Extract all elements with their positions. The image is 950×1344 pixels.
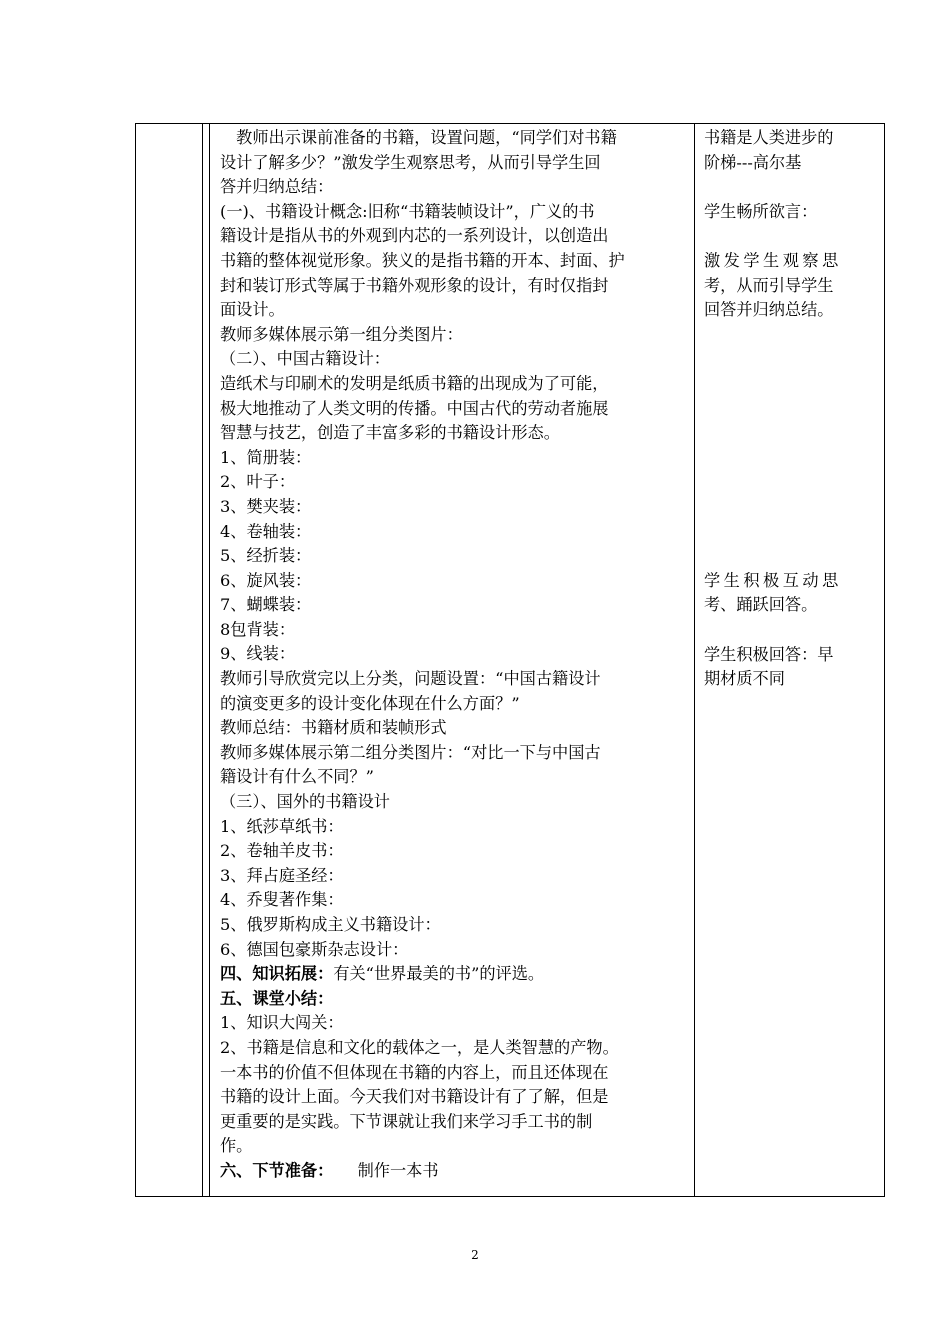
lesson-plan-table xyxy=(135,123,885,1197)
teaching-process-cell xyxy=(210,124,695,1197)
spacer xyxy=(704,323,876,569)
text-line: 2、书籍是信息和文化的载体之一，是人类智慧的产物。 xyxy=(220,1037,619,1057)
section5-heading: 五、课堂小结： xyxy=(220,988,334,1008)
section6-heading: 六、下节准备： xyxy=(220,1160,326,1180)
text-line: 1、知识大闯关： xyxy=(220,1013,344,1033)
text-line: 封和装订形式等属于书籍外观形象的设计，有时仅指封 xyxy=(220,275,609,295)
text-line: 7、蝴蝶装： xyxy=(220,595,312,615)
text-line: 5、俄罗斯构成主义书籍设计： xyxy=(220,915,441,934)
text-line: 6、旋风装： xyxy=(220,570,312,590)
empty-column-cell xyxy=(136,124,203,1197)
active-line-2: 考、踊跃回答。 xyxy=(704,595,818,615)
text-line: 4、卷轴装： xyxy=(220,521,312,541)
text-line: 智慧与技艺，创造了丰富多彩的书籍设计形态。 xyxy=(220,423,560,443)
text-line: 8包背装： xyxy=(220,619,296,639)
active-line-1: 学生积极互动思 xyxy=(704,570,842,590)
text-line: 面设计。 xyxy=(220,300,285,320)
page-number: 2 xyxy=(471,1248,479,1262)
student-speak: 学生畅所欲言： xyxy=(704,201,818,221)
text-line: 造纸术与印刷术的发明是纸质书籍的出现成为了可能， xyxy=(220,373,609,393)
answer-line-2: 期材质不同 xyxy=(704,669,785,689)
text-line: 1、纸莎草纸书： xyxy=(220,816,344,836)
text-line: 9、线装： xyxy=(220,644,296,664)
text-line: (一)、书籍设计概念:旧称“书籍装帧设计”，广义的书 xyxy=(220,201,595,221)
quote-line-2: 阶梯---高尔基 xyxy=(704,152,802,172)
section4-heading: 四、知识拓展： xyxy=(220,964,334,984)
text-line: 2、卷轴羊皮书： xyxy=(220,841,344,861)
text-line: 籍设计有什么不同？” xyxy=(220,767,374,787)
text-line: 教师出示课前准备的书籍，设置问题，“同学们对书籍 xyxy=(220,128,617,147)
text-line: 书籍的整体视觉形象。狭义的是指书籍的开本、封面、护 xyxy=(220,250,625,270)
text-line: 教师引导欣赏完以上分类，问题设置：“中国古籍设计 xyxy=(220,669,601,689)
text-line: 3、拜占庭圣经： xyxy=(220,865,344,885)
text-line: 书籍的设计上面。今天我们对书籍设计有了了解，但是 xyxy=(220,1087,609,1107)
spacer xyxy=(704,618,876,643)
section4-line xyxy=(220,962,686,987)
text-line: 教师多媒体展示第二组分类图片：“对比一下与中国古 xyxy=(220,742,601,762)
text-line: 籍设计是指从书的外观到内芯的一系列设计，以创造出 xyxy=(220,226,609,246)
section5-content xyxy=(220,1011,686,1159)
text-line: 教师多媒体展示第一组分类图片： xyxy=(220,324,463,344)
text-line: 2、叶子： xyxy=(220,472,296,492)
observe-line-1: 激发学生观察思 xyxy=(704,250,842,270)
text-line: 作。 xyxy=(220,1136,253,1156)
table-row xyxy=(136,124,885,1197)
text-line: （三）、国外的书籍设计 xyxy=(220,792,390,812)
text-line: 设计了解多少？”激发学生观察思考，从而引导学生回 xyxy=(220,152,601,172)
spacer xyxy=(704,175,876,200)
teaching-content xyxy=(220,126,686,962)
text-line: 教师总结：书籍材质和装帧形式 xyxy=(220,718,447,738)
student-activity-cell xyxy=(695,124,885,1197)
text-line: 3、樊夹装： xyxy=(220,496,312,516)
text-line: 一本书的价值不但体现在书籍的内容上，而且还体现在 xyxy=(220,1062,609,1082)
text-line: 更重要的是实践。下节课就让我们来学习手工书的制 xyxy=(220,1111,593,1131)
text-line: 极大地推动了人类文明的传播。中国古代的劳动者施展 xyxy=(220,398,609,418)
text-line: 答并归纳总结： xyxy=(220,177,334,197)
section4-text: 有关“世界最美的书”的评选。 xyxy=(333,964,545,984)
answer-line-1: 学生积极回答：早 xyxy=(704,644,834,664)
text-line: 4、乔叟著作集： xyxy=(220,890,344,910)
spacer xyxy=(704,224,876,249)
section6-text: 制作一本书 xyxy=(325,1160,439,1180)
text-line: （二）、中国古籍设计： xyxy=(220,349,390,369)
text-line: 6、德国包豪斯杂志设计： xyxy=(220,939,409,959)
narrow-column-cell xyxy=(203,124,210,1197)
section6-line xyxy=(220,1159,686,1184)
text-line: 5、经折装： xyxy=(220,546,312,566)
observe-line-3: 回答并归纳总结。 xyxy=(704,300,834,320)
text-line: 的演变更多的设计变化体现在什么方面？” xyxy=(220,693,520,713)
quote-line-1: 书籍是人类进步的 xyxy=(704,128,834,147)
observe-line-2: 考，从而引导学生 xyxy=(704,275,834,295)
text-line: 1、简册装： xyxy=(220,447,312,467)
